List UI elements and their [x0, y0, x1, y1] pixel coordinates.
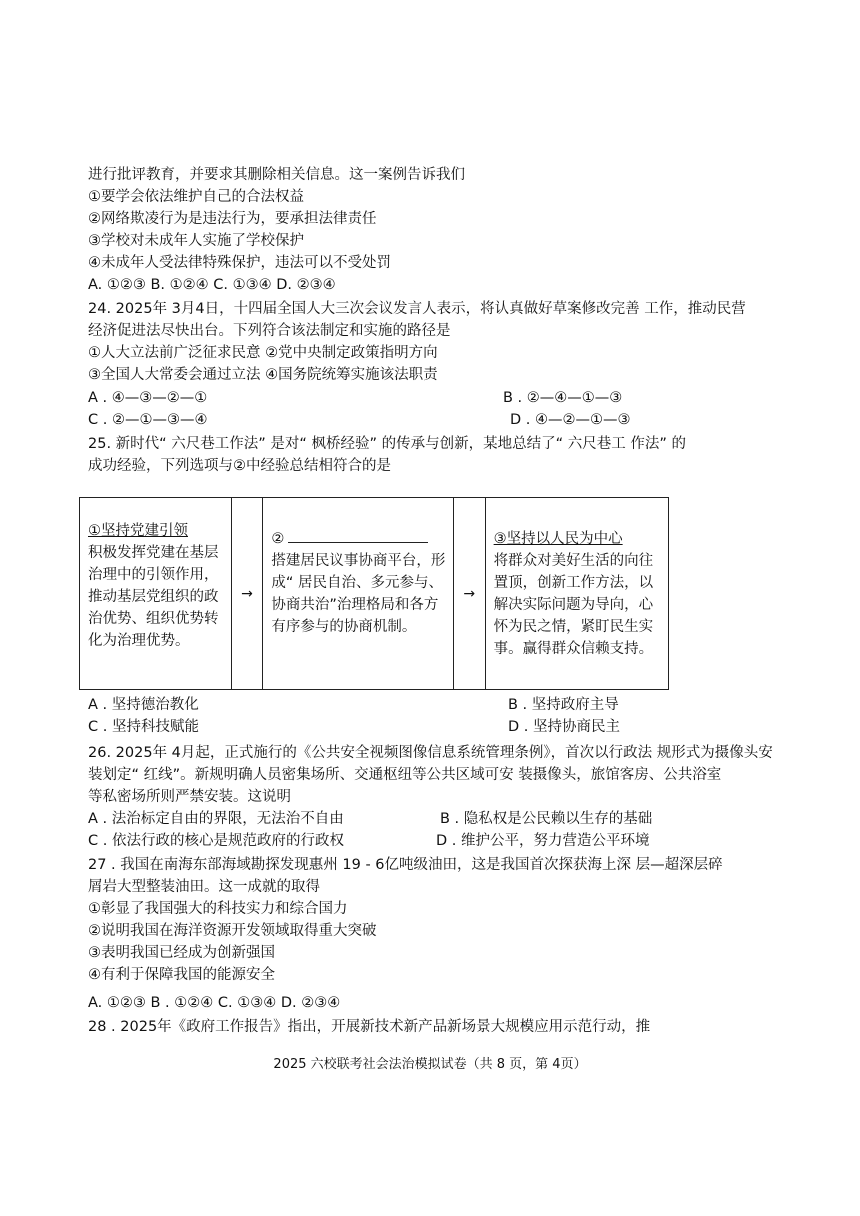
- text-line: ②网络欺凌行为是违法行为，要承担法律责任: [88, 211, 377, 227]
- answer-option: C . ②—①—③—④: [88, 412, 208, 428]
- text-line: ③学校对未成年人实施了学校保护: [88, 233, 304, 249]
- answer-option: D . ④—②—①—③: [510, 412, 631, 428]
- flow-box-2-body: 搭建居民议事协商平台，形成“ 居民自治、多元参与、协商共治”治理格局和各方有序参与的协商机制。: [271, 553, 446, 635]
- answer-option: B . ②—④—①—③: [503, 390, 623, 406]
- answer-option: D . 坚持协商民主: [508, 719, 620, 735]
- text-line: ④有利于保障我国的能源安全: [88, 967, 275, 983]
- answer-option: D . 维护公平，努力营造公平环境: [436, 833, 650, 849]
- answer-option: C . 坚持科技赋能: [88, 719, 199, 735]
- text-line: ②说明我国在海洋资源开发领域取得重大突破: [88, 923, 377, 939]
- answer-option: B . 坚持政府主导: [508, 697, 619, 713]
- flow-box-1-body: 积极发挥党建在基层治理中的引领作用，推动基层党组织的政治优势、组织优势转化为治理优势。: [88, 545, 219, 649]
- text-line: 屑岩大型整装油田。这一成就的取得: [88, 879, 320, 895]
- flow-box-1-title: ①坚持党建引领: [88, 523, 188, 539]
- flow-box-1: [80, 498, 232, 689]
- answer-option: A . 坚持德治教化: [88, 697, 199, 713]
- text-line: A. ①②③ B . ①②④ C. ①③④ D. ②③④: [88, 995, 341, 1011]
- text-line: A. ①②③ B. ①②④ C. ①③④ D. ②③④: [88, 277, 336, 293]
- flow-diagram: [79, 497, 669, 690]
- flow-arrow-2: →: [454, 498, 486, 689]
- flow-box-2-title: ②: [271, 528, 446, 550]
- answer-option: B . 隐私权是公民赖以生存的基础: [440, 811, 653, 827]
- flow-box-3-body: 将群众对美好生活的向往置顶，创新工作方法，以解决实际问题为导向，心怀为民之情，紧盯民生实事。赢得群众信赖支持。: [493, 553, 654, 657]
- answer-blank: [288, 528, 428, 543]
- page-footer: 2025 六校联考社会法治模拟试卷（共 8 页，第 4页）: [273, 1057, 587, 1072]
- text-line: ①要学会依法维护自己的合法权益: [88, 189, 304, 205]
- text-line: 经济促进法尽快出台。下列符合该法制定和实施的路径是: [88, 323, 451, 339]
- text-line: 26. 2025年 4月起，正式施行的《公共安全视频图像信息系统管理条例》，首次以行政法 规形式为摄像头安: [88, 745, 773, 761]
- flow-box-3-title: ③坚持以人民为中心: [493, 531, 623, 547]
- text-line: ④未成年人受法律特殊保护，违法可以不受处罚: [88, 255, 391, 271]
- text-line: ①彰显了我国强大的科技实力和综合国力: [88, 901, 348, 917]
- text-line: 成功经验，下列选项与②中经验总结相符合的是: [88, 458, 391, 474]
- answer-option: A . ④—③—②—①: [88, 390, 208, 406]
- text-line: 28 . 2025年《政府工作报告》指出，开展新技术新产品新场景大规模应用示范行动，推: [88, 1019, 651, 1035]
- text-line: 27 . 我国在南海东部海域勘探发现惠州 19 - 6亿吨级油田，这是我国首次探获海上深 层—超深层碎: [88, 857, 723, 873]
- text-line: ①人大立法前广泛征求民意 ②党中央制定政策指明方向: [88, 345, 438, 361]
- text-line: 进行批评教育，并要求其删除相关信息。这一案例告诉我们: [88, 167, 465, 183]
- text-line: 装划定“ 红线”。新规明确人员密集场所、交通枢纽等公共区域可安 装摄像头，旅馆客房、公共浴室: [88, 767, 722, 783]
- text-line: ③全国人大常委会通过立法 ④国务院统筹实施该法职责: [88, 367, 438, 383]
- flow-box-3: [486, 498, 668, 689]
- text-line: 25. 新时代“ 六尺巷工作法” 是对“ 枫桥经验” 的传承与创新，某地总结了“ 六尺巷工 作法” 的: [88, 436, 687, 452]
- flow-arrow-1: →: [232, 498, 264, 689]
- answer-option: A . 法治标定自由的界限，无法治不自由: [88, 811, 344, 827]
- text-line: 等私密场所则严禁安装。这说明: [88, 789, 291, 805]
- answer-option: C . 依法行政的核心是规范政府的行政权: [88, 833, 344, 849]
- text-line: 24. 2025年 3月4日，十四届全国人大三次会议发言人表示，将认真做好草案修改完善 工作，推动民营: [88, 301, 746, 317]
- text-line: ③表明我国已经成为创新强国: [88, 945, 275, 961]
- flow-box-2: [263, 498, 453, 689]
